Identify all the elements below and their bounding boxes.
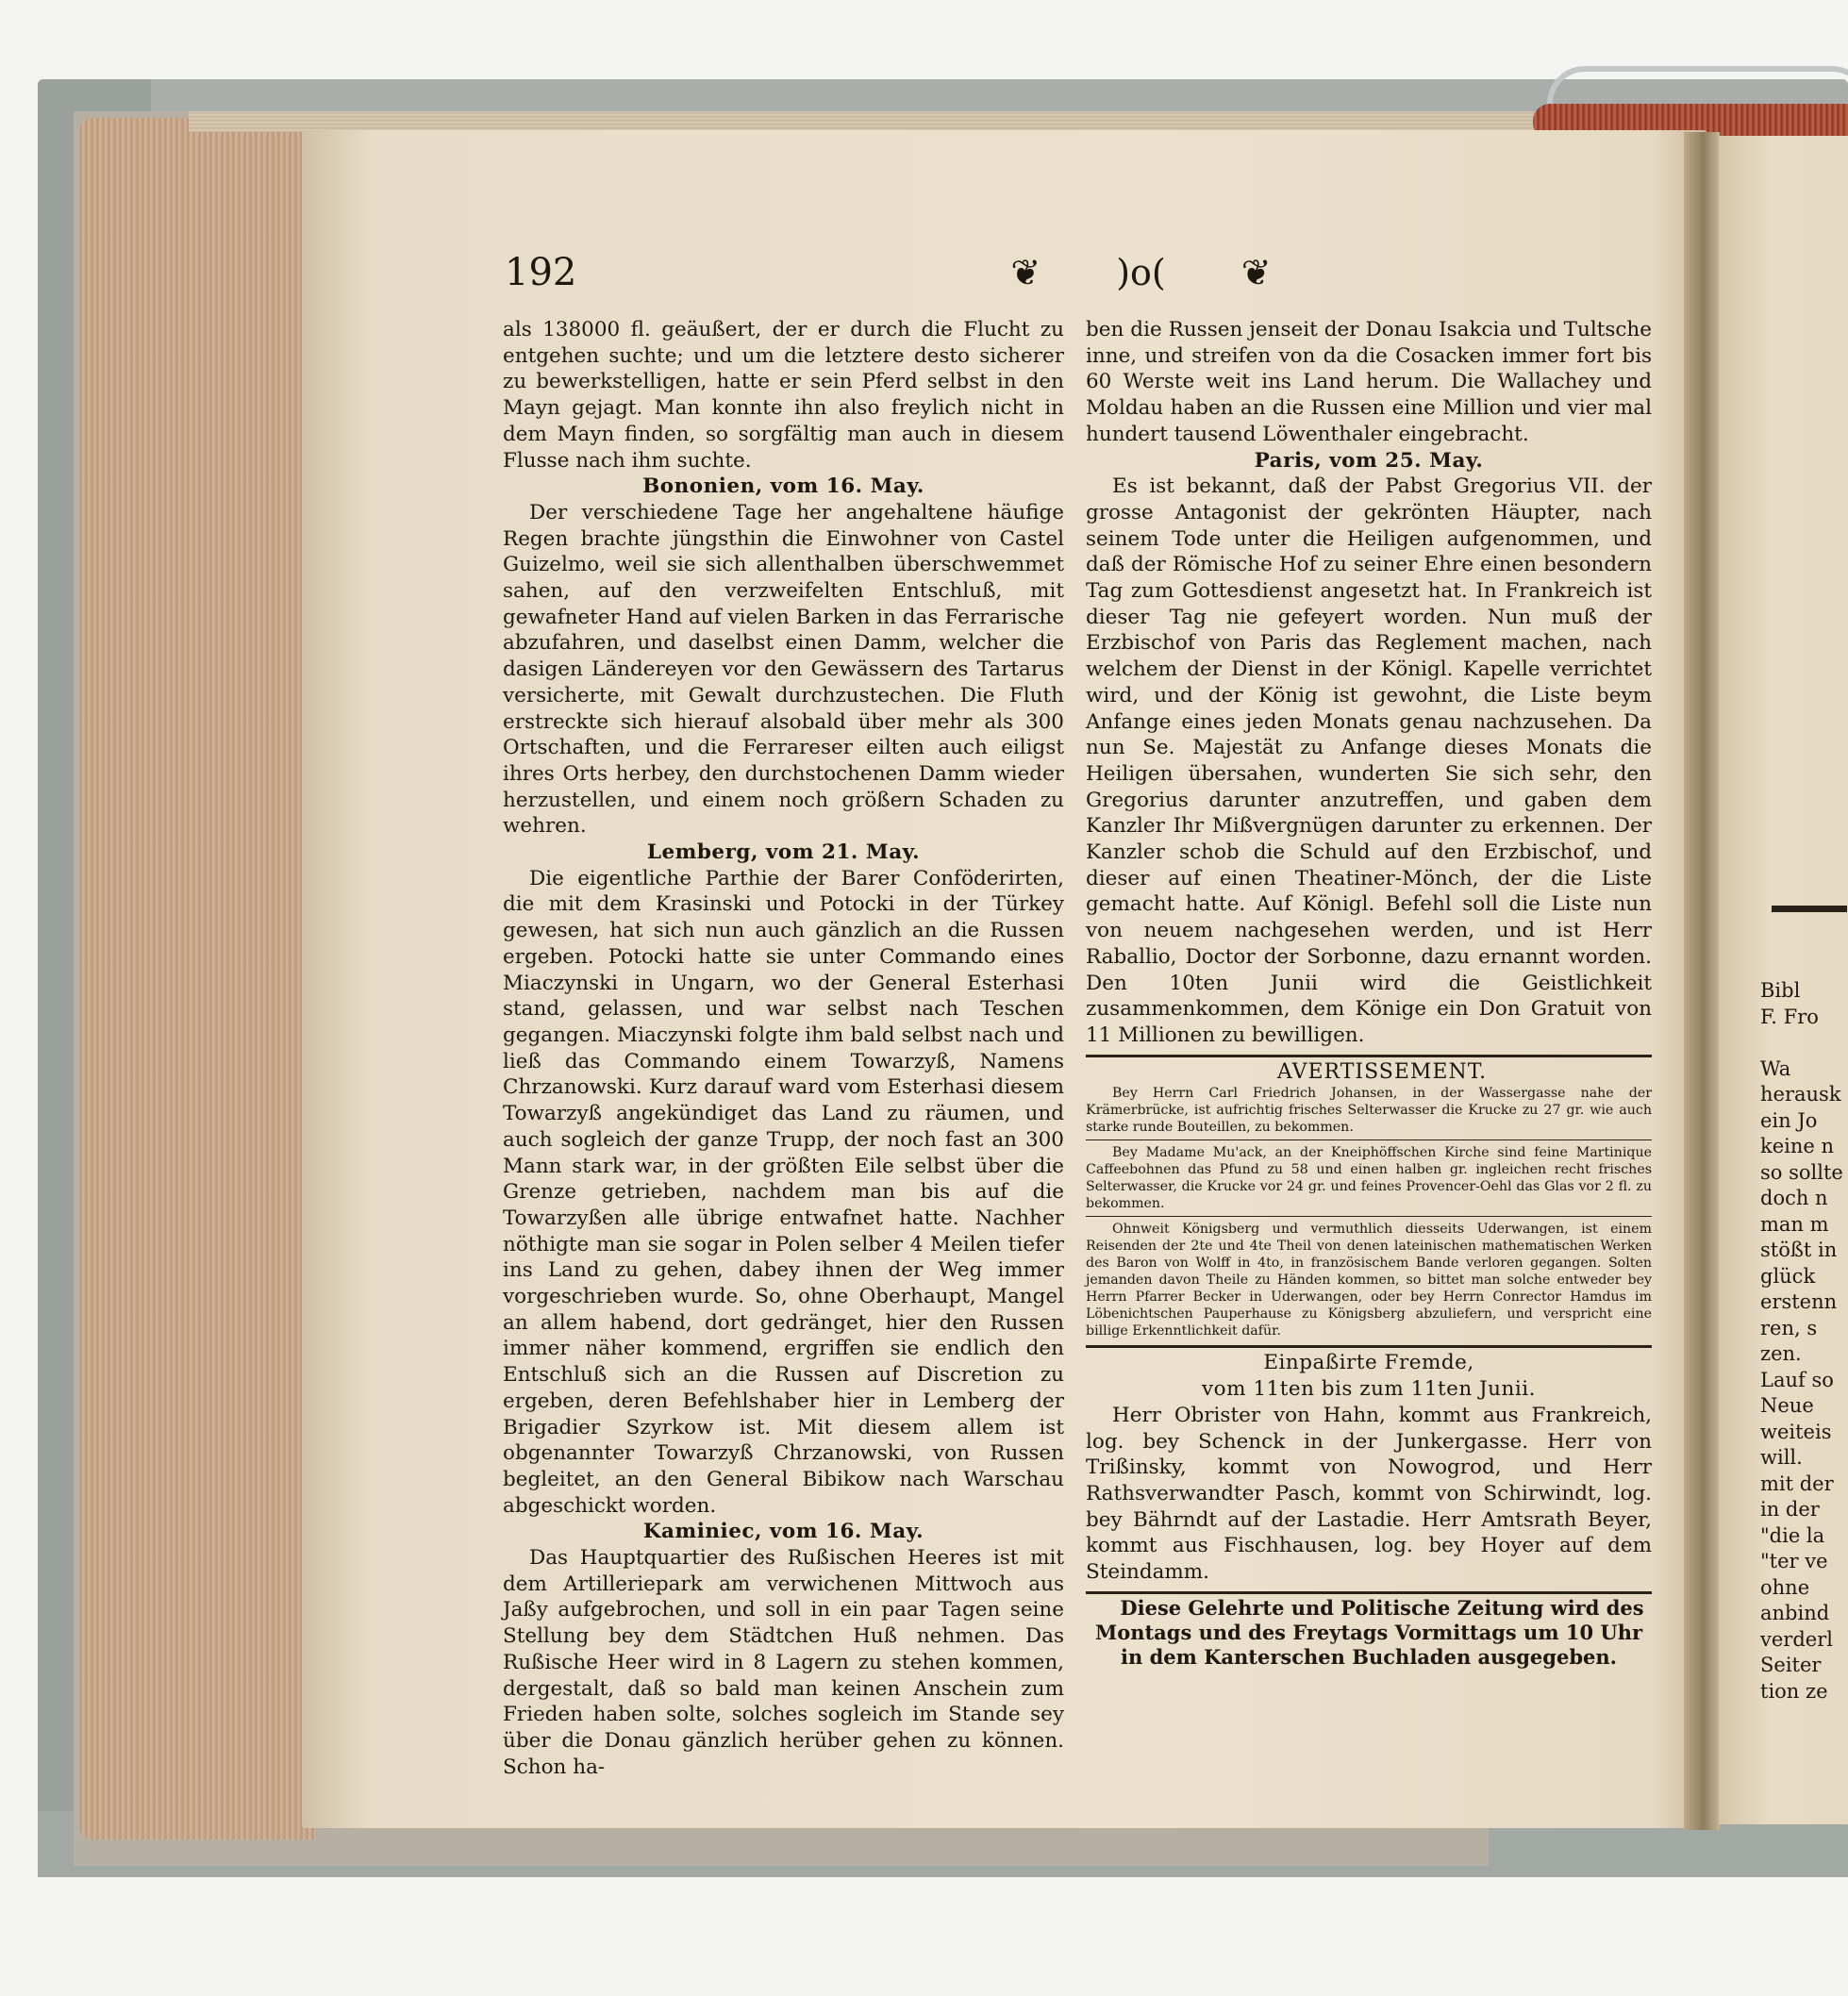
fragment-line: weiteis — [1760, 1420, 1832, 1443]
next-page-rule — [1772, 906, 1847, 912]
advertisement: Bey Madame Mu'ack, an der Kneiphöffschen Kirche sind feine Martinique Caffeebohnen das Pfund zu 58 und einen halben gr. ingleichen recht frisches Selterwasser, die Krucke vor 24 gr. und feines Provencer-Oehl das Glas vor 2 fl. zu bekommen. — [1086, 1145, 1652, 1212]
publication-notice: Diese Gelehrte und Politische Zeitung wird des Montags und des Freytags Vormittags um 10 Uhr in dem Kanterschen Buchladen ausgegeben. — [1094, 1595, 1644, 1669]
fremde-title: Einpaßirte Fremde, — [1263, 1351, 1474, 1375]
ad-divider — [1086, 1216, 1652, 1217]
fremde-subtitle: vom 11ten bis zum 11ten Junii. — [1202, 1377, 1536, 1402]
fragment-line: in der — [1760, 1498, 1820, 1521]
header-ornaments — [1010, 251, 1271, 294]
fragment-line: "die la — [1760, 1523, 1825, 1547]
fragment-line: erstenn — [1760, 1290, 1838, 1313]
fragment-line: glück — [1760, 1264, 1816, 1288]
book-gutter — [1684, 132, 1720, 1830]
fremde-text: Herr Obrister von Hahn, kommt aus Frankreich, log. bey Schenck in der Junkergasse. Herr von Trißinsky, kommt von Nowogrod, und Herr Rathsverwandter Pasch, kommt von Schirwindt, log. bey Bährndt auf der Lastadie. Herr Amtsrath Beyer, kommt aus Fischhausen, log. bey Hoyer auf dem Steindamm. — [1086, 1403, 1652, 1585]
next-page-text-fragment — [1760, 978, 1848, 1705]
fragment-line: tion ze — [1760, 1679, 1828, 1703]
fragment-line: Bibl — [1760, 979, 1801, 1002]
fragment-line: doch n — [1760, 1187, 1828, 1209]
page-top-edges — [189, 111, 1547, 132]
fragment-line: anbind — [1760, 1602, 1830, 1624]
fragment-line: ein Jo — [1760, 1108, 1818, 1132]
fragment-line: Lauf so — [1760, 1368, 1834, 1391]
ornament-right-icon: ❦ — [1240, 252, 1272, 293]
ad-divider — [1086, 1139, 1652, 1140]
fragment-line: herausk — [1760, 1083, 1841, 1106]
fragment-line: "ter ve — [1760, 1550, 1828, 1572]
fragment-line: stößt in — [1760, 1239, 1838, 1261]
avertissement-title: AVERTISSEMENT. — [1276, 1059, 1488, 1084]
fragment-line: F. Fro — [1760, 1005, 1819, 1028]
page-edges — [79, 118, 315, 1839]
article-heading: Paris, vom 25. May. — [1254, 448, 1484, 473]
fragment-line: keine n — [1760, 1135, 1835, 1157]
article-text: als 138000 fl. geäußert, der er durch die Flucht zu entgehen suchte; und um die letztere desto sicherer zu bewerkstelligen, hatte er sein Pferd selbst in den Mayn gejagt. Man konnte ihn also freylich nicht in dem Mayn finden, so sorgfältig man auch in diesem Flusse nach ihm suchte. — [503, 318, 1064, 473]
article-heading: Lemberg, vom 21. May. — [646, 840, 921, 865]
section-divider — [1086, 1591, 1652, 1594]
fragment-line: ren, s — [1760, 1316, 1818, 1339]
advertisement: Bey Herrn Carl Friedrich Johansen, in der Wassergasse nahe der Krämerbrücke, ist aufrichtig frisches Selterwasser die Krucke zu 27 gr. wie auch starke runde Bouteillen, zu bekommen. — [1086, 1086, 1652, 1136]
section-divider — [1086, 1055, 1652, 1057]
advertisement: Ohnweit Königsberg und vermuthlich diesseits Uderwangen, ist einem Reisenden der 2te und 4te Theil von denen lateinischen mathematischen Werken des Baron von Wolff in 4to, in französischem Bande verloren gegangen. Solten jemanden davon Theile zu Händen kommen, so bittet man solche entweder bey Herrn Pfarrer Becker in Uderwangen, oder bey Herrn Conrector Hamdus im Löbenichtschen Pauperhause zu Königsberg abzuliefern, und verspricht eine billige Erkenntlichkeit dafür. — [1086, 1222, 1652, 1339]
fragment-line: Neue — [1760, 1394, 1814, 1417]
ornament-center-icon: )o( — [1116, 252, 1166, 293]
left-text-column — [503, 317, 1064, 1807]
fragment-line: so sollte — [1760, 1160, 1843, 1184]
fragment-line: verderl — [1760, 1627, 1833, 1651]
page-number: 192 — [505, 251, 577, 294]
fragment-line: ohne — [1760, 1575, 1810, 1599]
article-text: Der verschiedene Tage her angehaltene häufige Regen brachte jüngsthin die Einwohner von Castel Guizelmo, weil sie sich allenthalben überschwemmet sahen, auf den verzweifelten Entschluß, mit gewafneter Hand auf vielen Barken in das Ferrarische abzufahren, und daselbst einen Damm, welcher die dasigen Ländereyen vor den Gewässern des Tartarus versicherte, mit Gewalt durchzustechen. Die Fluth erstreckte sich hierauf alsobald über mehr als 300 Ortschaften, und die Ferrareser eilten auch eiligst ihres Orts herbey, den durchstochenen Damm wieder herzustellen, und einem noch größern Schaden zu wehren. — [503, 500, 1064, 839]
article-text: Das Hauptquartier des Rußischen Heeres ist mit dem Artilleriepark am verwichenen Mittwoch aus Jaßy aufgebrochen, und soll in ein paar Tagen seine Stellung bey dem Städtchen Huß nehmen. Das Rußische Heer wird in 8 Lagern zu stehen kommen, dergestalt, daß so bald man keinen Anschein zum Frieden haben solte, solches sogleich im Stande sey über die Donau gänzlich herüber gehen zu können. Schon ha- — [503, 1546, 1064, 1779]
article-text: ben die Russen jenseit der Donau Isakcia und Tultsche inne, und streifen von da die Cosacken immer fort bis 60 Werste weit ins Land herum. Die Wallachey und Moldau haben an die Russen eine Million und vier mal hundert tausend Löwenthaler eingebracht. — [1086, 318, 1652, 446]
fragment-line: mit der — [1760, 1472, 1834, 1495]
fragment-line: zen. — [1760, 1342, 1802, 1365]
article-text: Die eigentliche Parthie der Barer Conföderirten, die mit dem Krasinski und Potocki in der Türkey gewesen, hat sich nun auch gänzlich an die Russen ergeben. Potocki hatte sie unter Commando eines Miaczynski in Ungarn, wo der General Esterhasi stand, gelassen, und war selbst nach Teschen gegangen. Miaczynski folgte ihm bald selbst nach und ließ das Commando einem Towarzyß, Namens Chrzanowski. Kurz darauf ward vom Esterhasi diesem Towarzyß angekündiget das Land zu räumen, und auch sogleich der ganze Trupp, der noch fast an 300 Mann stark war, in der größten Eile selbst über die Grenze getrieben, nachdem man bis auf die Towarzyßen alle übrige entwafnet hatte. Nachher nöthigte man sie sogar in Polen selber 4 Meilen tiefer ins Land zu gehen, dabey ihnen der Weg immer vorgeschrieben wurde. So, ohne Oberhaupt, Mangel an allem habend, dort gedränget, hier den Russen immer näher kommend, ergriffen sie endlich den Entschluß sich an die Russen auf Discretion zu ergeben, deren Befehlshaber hier in Lemberg der Brigadier Szyrkow ist. Mit diesem allem ist obgenannter Towarzyß Chrzanowski, von Russen begleitet, an den General Bibikow nach Warschau abgeschickt worden. — [503, 866, 1064, 1518]
article-heading: Kaminiec, vom 16. May. — [642, 1520, 924, 1544]
section-divider — [1086, 1345, 1652, 1348]
fragment-line: Seiter — [1760, 1654, 1822, 1676]
right-text-column — [1086, 317, 1652, 1817]
fragment-line: man m — [1760, 1212, 1829, 1236]
fragment-line — [1760, 1030, 1848, 1056]
page-header — [505, 251, 1272, 294]
article-text: Es ist bekannt, daß der Pabst Gregorius VII. der grosse Antagonist der gekrönten Häupter, nach seinem Tode unter die Heiligen aufgenommen, und daß der Römische Hof zu seiner Ehre einen besondern Tag zum Gottesdienst angesetzt hat. In Frankreich ist dieser Tag nie gefeyert worden. Nun muß der Erzbischof von Paris das Reglement machen, nach welchem der Dienst in der Königl. Kapelle verrichtet wird, und der König ist gewohnt, die Liste beym Anfange eines jeden Monats genau nachzusehen. Da nun Se. Majestät zu Anfange dieses Monats die Heiligen übersahen, wunderten Sie sich sehr, den Gregorius darunter anzutreffen, und gaben dem Kanzler Ihr Mißvergnügen darunter zu erkennen. Der Kanzler schob die Schuld auf den Erzbischof, und dieser auf einen Theatiner-Mönch, der die Liste gemacht hatte. Auf Königl. Befehl soll die Liste nun von neuem nachgesehen werden, und ist Herr Raballio, Doctor der Sorbonne, dazu ernannt worden. Den 10ten Junii wird die Geistlichkeit zusammenkommen, dem Könige ein Don Gratuit von 11 Millionen zu bewilligen. — [1086, 474, 1652, 1047]
fragment-line: will. — [1760, 1446, 1803, 1469]
fragment-line: Wa — [1760, 1056, 1791, 1080]
ornament-left-icon: ❦ — [1010, 252, 1041, 293]
article-heading: Bononien, vom 16. May. — [642, 474, 924, 499]
